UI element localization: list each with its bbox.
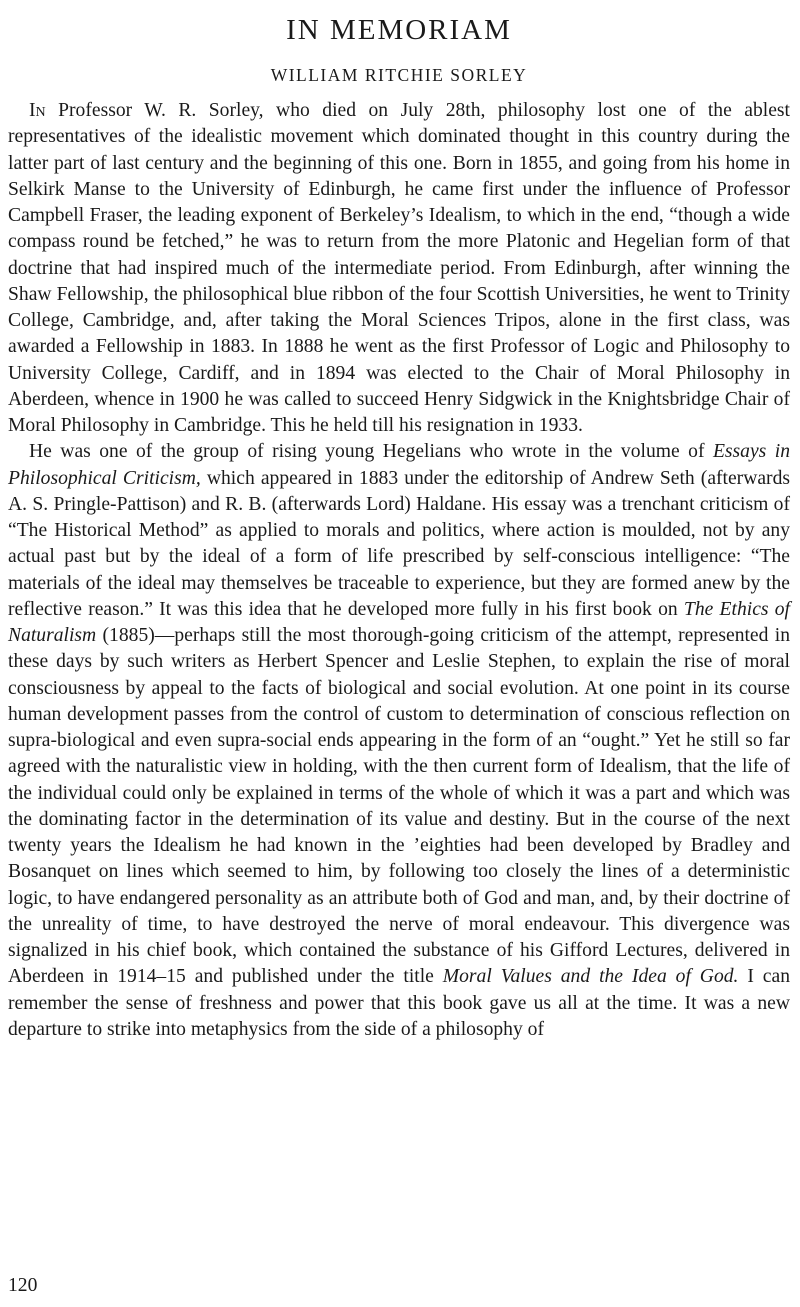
page-subtitle: WILLIAM RITCHIE SORLEY xyxy=(270,65,528,85)
paragraph-2 xyxy=(8,439,790,1043)
paragraph-1-segment-1: In xyxy=(29,100,46,121)
paragraph-2-segment-2: Essays in Philosophical Criticism, xyxy=(8,441,790,489)
paragraph-2-segment-1: He was one of the group of rising young Hegelians who wrote in the volume of xyxy=(29,441,713,463)
paragraph-2-segment-6: Moral Values and the Idea of God. xyxy=(442,966,739,988)
article-body xyxy=(8,98,790,1043)
paragraph-2-segment-7: I can remember the sense of freshness and power that this book gave us all at the time. It was a new departure to strike into metaphysics from the side of a philosophy of xyxy=(8,966,790,1040)
page-title: IN MEMORIAM xyxy=(286,14,512,46)
paragraph-2-segment-4: The Ethics of Naturalism xyxy=(8,598,790,646)
paragraph-1-segment-2: Professor W. R. Sorley, who died on July 28th, philosophy lost one of the ablest representatives of the idealistic movement which dominated thought in this country during the latter part of last century and the beginning of this one. Born in 1855, and going from his home in Selkirk Manse to the University of Edinburgh, he came first under the influence of Professor Campbell Fraser, the leading exponent of Berkeley’s Idealism, to which in the end, “though a wide compass round be fetched,” he was to return from the more Platonic and Hegelian form of that doctrine that had inspired much of the intermediate period. From Edinburgh, after winning the Shaw Fellowship, the philosophical blue ribbon of the four Scottish Universities, he went to Trinity College, Cambridge, and, after taking the Moral Sciences Tripos, alone in the first class, was awarded a Fellowship in 1883. In 1888 he went as the first Professor of Logic and Philosophy to University College, Cardiff, and in 1894 was elected to the Chair of Moral Philosophy in Aberdeen, whence in 1900 he was called to succeed Henry Sidgwick in the Knightsbridge Chair of Moral Philosophy in Cambridge. This he held till his resignation in 1933. xyxy=(8,100,790,436)
page-number: 120 xyxy=(8,1275,38,1296)
paragraph-1 xyxy=(8,98,790,439)
paragraph-2-segment-5: (1885)—perhaps still the most thorough-going criticism of the attempt, represented in these days by such writers as Herbert Spencer and Leslie Stephen, to explain the rise of moral consciousness by appeal to the facts of biological and social evolution. At one point in its course human development passes from the control of custom to determination of conscious reflection on supra-biological and even supra-social ends appearing in the form of an “ought.” Yet he still so far agreed with the naturalistic view in holding, with the then current form of Idealism, that the life of the individual could only be explained in terms of the whole of which it was a part and which was the dominating factor in the determination of its value and destiny. But in the course of the next twenty years the Idealism he had known in the ’eighties had been developed by Bradley and Bosanquet on lines which seemed to him, by following too closely the lines of a deterministic logic, to have endangered personality as an attribute both of God and man, and, by their doctrine of the unreality of time, to have destroyed the nerve of moral endeavour. This divergence was signalized in his chief book, which contained the substance of his Gifford Lectures, delivered in Aberdeen in 1914–15 and published under the title xyxy=(8,625,790,988)
paragraph-2-segment-3: which appeared in 1883 under the editorship of Andrew Seth (afterwards A. S. Pringle-Pattison) and R. B. (afterwards Lord) Haldane. His essay was a trenchant criticism of “The Historical Method” as applied to morals and politics, where action is moulded, not by any actual past but by the ideal of a form of life prescribed by self-conscious intelligence: “The materials of the ideal may themselves be traceable to experience, but they are formed anew by the reflective reason.” It was this idea that he developed more fully in his first book on xyxy=(8,467,790,620)
document-page xyxy=(8,0,790,1307)
